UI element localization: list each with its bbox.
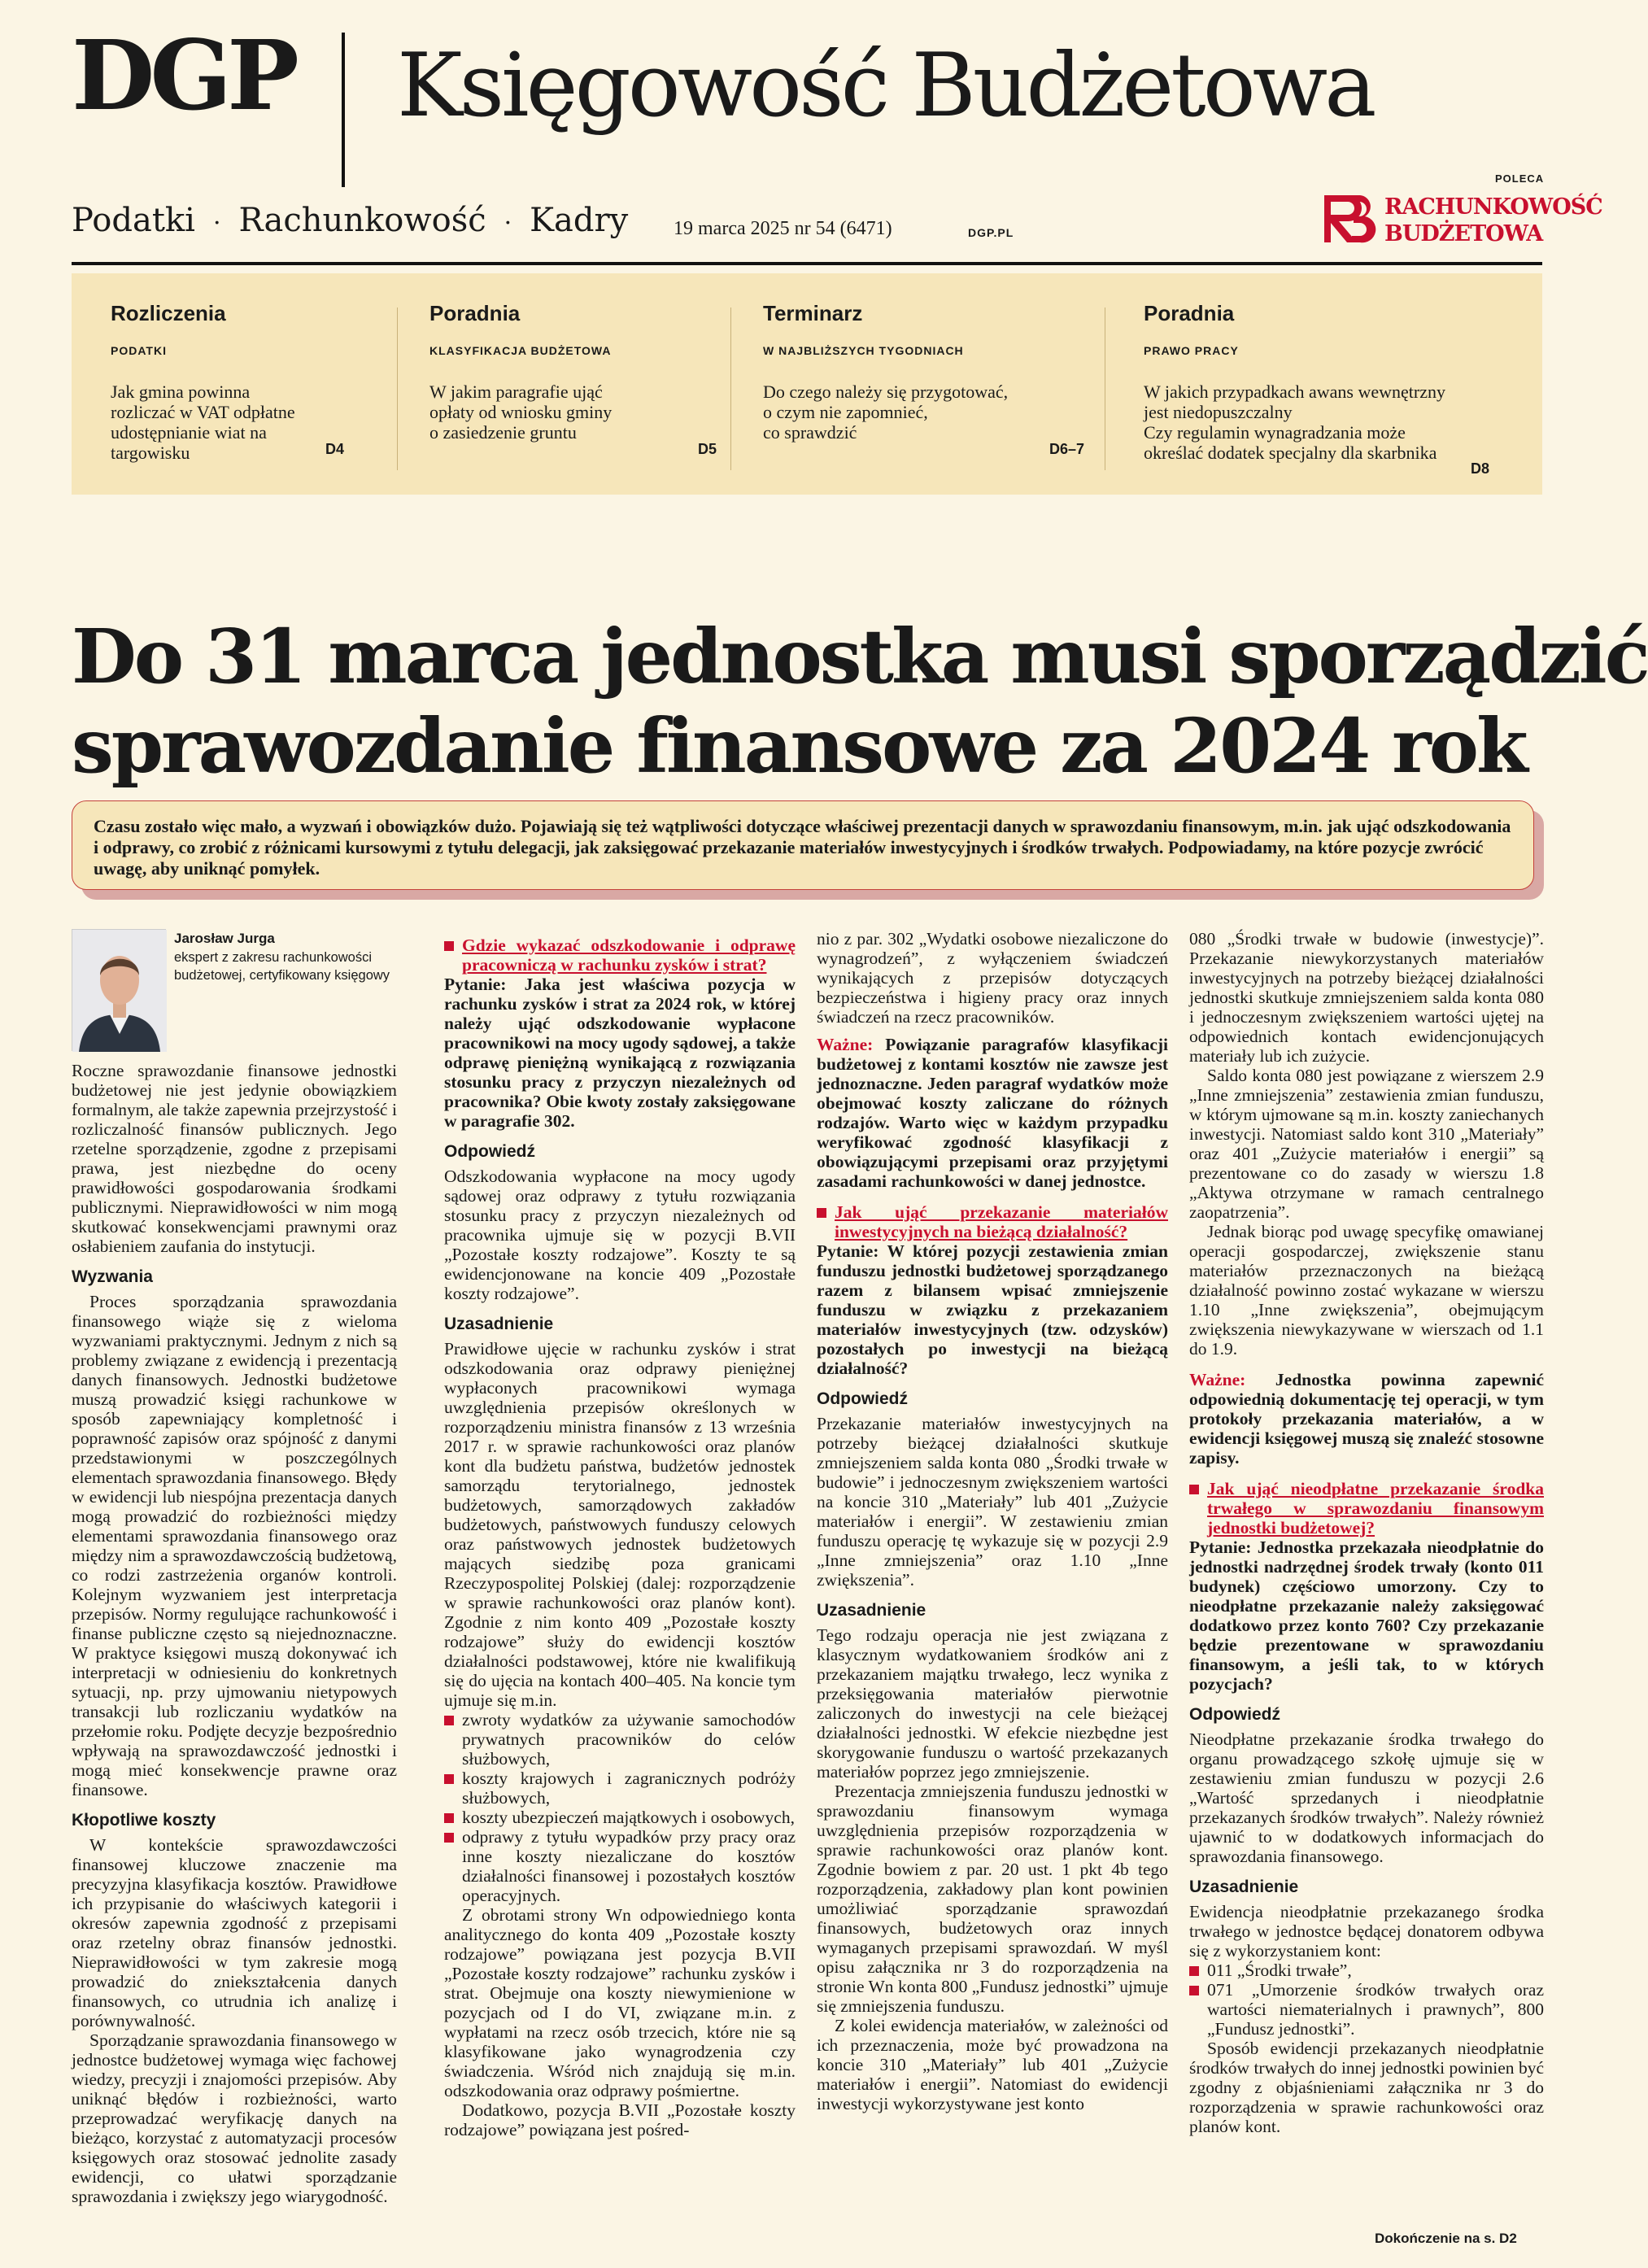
paragraph: nio z par. 302 „Wydatki osobowe niezaliczone do wynagrodzeń”, z wyłączeniem świadczeń wynikających z przepisów dotyczących bezpieczeństwa i higieny pracy oraz innych świadczeń na rzecz pracowników. (817, 929, 1168, 1027)
subheading: Uzasadnienie (817, 1601, 926, 1620)
paragraph: Z obrotami strony Wn odpowiedniego konta analitycznego do konta 409 „Pozostałe koszty rodzajowe” powiązana jest pozycja B.VII „Pozostałe koszty rodzajowe” rachunku zysków i strat. Obejmuje ona koszty niewymienione w pozycjach od I do VI, związane m.in. z wypłatami na rzecz osób trzecich, które nie są klasyfikowane jako wynagrodzenia czy świadczenia. Wśród nich znajdują się m.in. odszkodowania oraz odprawy pośmiertne. (444, 1905, 796, 2100)
supplement-title: Księgowość Budżetowa (397, 35, 1374, 137)
teaser-terminarz[interactable]: Terminarz W NAJBLIŻSZYCH TYGODNIACH Do czego należy się przygotować, o czym nie zapomnieć, co sprawdzić D6–7 (763, 301, 1085, 457)
paragraph: Prawidłowe ujęcie w rachunku zysków i strat odszkodowania oraz odprawy pieniężnej wypłaconych pracownikowi wymaga uwzględnienia przepisów określonych w rozporządzeniu ministra finansów z 13 września 2017 r. w sprawie rachunkowości oraz planów kont dla budżetu państwa, budżetów jednostek samorządu terytorialnego, jednostek budżetowych, samorządowych zakładów budżetowych, państwowych funduszy celowych oraz państwowych jednostek budżetowych mających siedzibę poza granicami Rzeczypospolitej Polskiej (dalej: rozporządzenie w sprawie rachunkowości oraz planów kont). Zgodnie z nim konto 409 „Pozostałe koszty rodzajowe” służy do ewidencji kosztów działalności podstawowej, które nie kwalifikują się do ujęcia na kontach 400–405. Na koncie tym ujmuje się m.in. (444, 1339, 796, 1710)
section-kadry[interactable]: Kadry (530, 202, 629, 239)
important-note: Ważne: Jednostka powinna zapewnić odpowiednią dokumentację tej operacji, w tym protokoły przekazania materiałów, a w ewidencji księgowej muszą się znaleźć stosowne zapisy. (1189, 1370, 1545, 1468)
continuation-link[interactable]: Dokończenie na s. D2 (1375, 2231, 1517, 2246)
question-text: Pytanie: Jaka jest właściwa pozycja w rachunku zysków i strat za 2024 rok, w której należy ująć odszkodowanie wypłacone pracownikowi na mocy ugody sądowej, a także odprawę pieniężną wynikającą z rozwiązania stosunku pracy z przyczyn niezależnych od pracownika? Obie kwoty zostały zaksięgowane w paragrafie 302. (444, 975, 796, 1131)
page-ref: D6–7 (1049, 441, 1085, 457)
site-link[interactable]: DGP.PL (968, 226, 1014, 239)
paragraph: Z kolei ewidencja materiałów, w zależności od ich przeznaczenia, może być prowadzona na koncie 310 „Materiały” lub 401 „Zużycie materiałów i energii”. Natomiast do ewidencji inwestycji wykorzystywane jest konto (817, 2016, 1168, 2113)
paragraph: Ewidencja nieodpłatnie przekazanego środka trwałego w jednostce będącej donatorem odbywa się z wykorzystaniem kont: (1189, 1902, 1544, 1961)
teaser-divider (397, 307, 398, 470)
paragraph: Proces sporządzania sprawozdania finansowego wiąże się z wieloma wyzwaniami praktycznymi. Jednym z nich są problemy związane z ewidencją i prezentacją danych finansowych. Jednostki budżetowe muszą prowadzić księgi rachunkowe w sposób zapewniający kompletność i poprawność zapisów oraz spójność z danymi przedstawionymi w poszczególnych elementach sprawozdania finansowego. Błędy w ewidencji lub niespójna prezentacja danych mogą prowadzić do rozbieżności między elementami sprawozdania finansowego oraz między nim a sprawozdawczością budżetową, co rodzi zastrzeżenia organów kontroli. Kolejnym wyzwaniem jest interpretacja przepisów. Normy regulujące rachunkowość i finanse publiczne często są niejednoznaczne. W praktyce księgowi muszą dokonywać ich interpretacji w odniesieniu do konkretnych sytuacji, np. przy ujmowaniu nietypowych transakcji lub rozliczaniu wydatków na przełomie roku. Podjęte decyzje bezpośrednio wpływają na sprawozdawczość jednostki i mogą mieć konsekwencje prawne oraz finansowe. (72, 1292, 397, 1799)
list-item: zwroty wydatków za używanie samochodów prywatnych pracowników do celów służbowych, (444, 1710, 796, 1769)
bullet-list (444, 1710, 796, 1905)
teaser-rozliczenia[interactable]: Rozliczenia PODATKI Jak gmina powinna rozliczać w VAT odpłatne udostępnianie wiat na targowisku D4 (111, 301, 345, 463)
masthead (72, 19, 1541, 137)
author-portrait-icon (72, 930, 167, 1052)
paragraph: Tego rodzaju operacja nie jest związana z klasycznym wydatkowaniem środków ani z przekazaniem majątku trwałego, lecz wynika z przeksięgowania materiałów pierwotnie zaliczonych do inwestycji na cele bieżącej działalności jednostki. W efekcie niezbędne jest skorygowanie funduszu o wartość przekazanych materiałów poprzez jego zmniejszenie. (817, 1625, 1168, 1782)
author-box (72, 929, 397, 1051)
article-column-1 (72, 929, 397, 2206)
page-ref: D4 (325, 441, 345, 457)
author-photo (72, 929, 166, 1051)
paragraph: Roczne sprawozdanie finansowe jednostki budżetowej nie jest jedynie obowiązkiem formalnym, ale także zapewnia przejrzystość i rozliczalność finansów publicznych. Jego rzetelne sporządzenie, zgodne z przepisami prawa, jest niezbędne do oceny prawidłowości gospodarowania środkami publicznymi. Nieprawidłowości w nim mogą skutkować konsekwencjami prawnymi oraz osłabieniem zaufania do instytucji. (72, 1061, 397, 1256)
separator: · (212, 209, 221, 238)
answer: Nieodpłatne przekazanie środka trwałego do organu prowadzącego szkołę ujmuje się w zestawieniu zmian funduszu w pozycji 2.6 „Wartość sprzedanych i nieodpłatnie przekazanych środków trwałych”. Należy również ujawnić to w dodatkowych informacjach do sprawozdania finansowego. (1189, 1729, 1544, 1866)
separator: · (504, 209, 512, 238)
partner-name: RACHUNKOWOŚĆ BUDŻETOWA (1384, 194, 1602, 246)
paragraph: 080 „Środki trwałe w budowie (inwestycje)”. Przekazanie niewykorzystanych materiałów inwestycyjnych na potrzeby bieżącej działalności jednostki skutkuje zmniejszeniem salda konta 080 i jednoczesnym zwiększeniem wartości ujętej na odpowiednich kontach ewidencjonujących materiały lub ich zużycie. (1189, 929, 1544, 1066)
author-name: Jarosław Jurga (174, 931, 275, 946)
teaser-divider (730, 307, 731, 470)
page-ref: D8 (1471, 460, 1490, 477)
list-item: odprawy z tytułu wypadków przy pracy oraz inne koszty niezaliczane do kosztów działalności finansowej i pozostałych kosztów operacyjnych. (444, 1827, 796, 1905)
paragraph: Prezentacja zmniejszenia funduszu jednostki w sprawozdaniu finansowym wymaga uwzględnienia przepisów rozporządzenia w sprawie rachunkowości oraz planów kont. Zgodnie bowiem z par. 20 ust. 1 pkt 4b tego rozporządzenia, zakładowy plan kont powinien umożliwiać sporządzanie sprawozdań finansowych, budżetowych oraz innych wymaganych przepisami sprawozdań. W myśl opisu załącznika nr 3 do rozporządzenia na stronie Wn konta 800 „Fundusz jednostki” ujmuje się zmniejszenia funduszu. (817, 1782, 1168, 2016)
teaser-strip (72, 273, 1542, 495)
lead-box: Czasu zostało więc mało, a wyzwań i obowiązków dużo. Pojawiają się też wątpliwości dotyczące właściwej prezentacji danych w sprawozdaniu finansowym, m.in. jak ująć odszkodowania i odprawy, co zrobić z różnicami kursowymi z tytułu delegacji, jak zaksięgować przekazanie materiałów inwestycyjnych i środków trwałych. Podpowiadamy, na które pozycje zwrócić uwagę, aby uniknąć pomyłek. (72, 800, 1534, 890)
paragraph: Saldo konta 080 jest powiązane z wierszem 2.9 „Inne zmniejszenia” zestawienia zmian funduszu, w którym ujmowane są m.in. koszty zaniechanych inwestycji. Natomiast saldo kont 310 „Materiały” oraz 401 „Zużycie materiałów i energii” są prezentowane co do zasady w wierszu 1.8 „Aktywa otrzymane w ramach centralnego zaopatrzenia”. (1189, 1066, 1544, 1222)
partner-logo[interactable] (1324, 192, 1602, 249)
question-text: Pytanie: Jednostka przekazała nieodpłatnie do jednostki nadrzędnej środek trwały (konto 011 budynek) częściowo umorzony. Czy to nieodpłatne przekazanie należy zaksięgować dodatkowo przez konto 760? Czy przekazanie będzie prezentowane w sprawozdaniu finansowym, a jeśli tak, to w których pozycjach? (1189, 1537, 1544, 1694)
answer: Przekazanie materiałów inwestycyjnych na potrzeby bieżącej działalności skutkuje zmniejszeniem salda konta 080 „Środki trwałe w budowie” i jednoczesnym zwiększeniem wartości na koncie 310 „Materiały” lub 401 „Zużycie materiałów i energii”. W zestawieniu zmian funduszu operację tę wykazuje się w pozycji 2.9 „Inne zmniejszenia” oraz 1.10 „Inne zwiększenia”. (817, 1414, 1168, 1590)
main-headline: Do 31 marca jednostka musi sporządzić sprawozdanie finansowe za 2024 rok (72, 612, 1648, 790)
masthead-divider (342, 33, 345, 187)
answer: Odszkodowania wypłacone na mocy ugody sądowej oraz odprawy z tytułu rozwiązania stosunku pracy z przyczyn niezależnych od pracownika ujmuje się w pozycji B.VII „Pozostałe koszty rodzajowe”. Koszty te są ewidencjonowane na koncie 409 „Pozostałe koszty rodzajowe”. (444, 1167, 796, 1303)
article-column-2 (444, 929, 796, 2139)
article-column-4 (1189, 929, 1544, 2136)
teaser-poradnia-prawo-pracy[interactable]: Poradnia PRAWO PRACY W jakich przypadkach awans wewnętrzny jest niedopuszczalny Czy regulamin wynagradzania może określać dodatek specjalny dla skarbnika D8 (1144, 301, 1490, 477)
subheading: Uzasadnienie (1189, 1878, 1299, 1896)
section-nav (72, 202, 628, 239)
dgp-logo[interactable]: DGP (72, 19, 294, 132)
list-item: koszty krajowych i zagranicznych podróży służbowych, (444, 1769, 796, 1808)
teaser-poradnia-klasyfikacja[interactable]: Poradnia KLASYFIKACJA BUDŻETOWA W jakim paragrafie ująć opłaty od wniosku gminy o zasiedzenie gruntu D5 (429, 301, 717, 457)
masthead-rule (72, 262, 1542, 265)
subheading: Odpowiedź (444, 1142, 535, 1161)
question-heading: Jak ująć przekazanie materiałów inwestycyjnych na bieżącą działalność? (817, 1202, 1168, 1241)
subheading: Uzasadnienie (444, 1315, 554, 1333)
question-heading: Jak ująć nieodpłatne przekazanie środka trwałego w sprawozdaniu finansowym jednostki budżetowej? (1189, 1479, 1544, 1537)
important-note: Ważne: Powiązanie paragrafów klasyfikacji budżetowej z kontami kosztów nie zawsze jest jednoznaczne. Jeden paragraf wydatków może obejmować koszty zaliczane do różnych rodzajów. Warto więc w każdym przypadku weryfikować zgodność klasyfikacji z obowiązującymi przepisami oraz przyjętymi zasadami rachunkowości w danej jednostce. (817, 1035, 1168, 1191)
list-item: 071 „Umorzenie środków trwałych oraz wartości niematerialnych i prawnych”, 800 „Fundusz jednostki”. (1189, 1980, 1544, 2039)
bullet-list (1189, 1961, 1544, 2039)
paragraph: Sposób ewidencji przekazanych nieodpłatnie środków trwałych do innej jednostki powinien być zgodny z objaśnieniami załącznika nr 3 do rozporządzenia w sprawie rachunkowości oraz planów kont. (1189, 2039, 1544, 2136)
rb-logo-icon (1324, 192, 1371, 246)
issue-date: 19 marca 2025 nr 54 (6471) (674, 218, 892, 239)
paragraph: W kontekście sprawozdawczości finansowej kluczowe znaczenie ma precyzyjna klasyfikacja kosztów. Prawidłowe ich przypisanie do właściwych kategorii i okresów zapewnia zgodność z przepisami oraz rzetelny obraz finansów jednostki. Nieprawidłowości w tym zakresie mogą prowadzić do zniekształcenia danych finansowych, co utrudnia ich analizę i porównywalność. (72, 1835, 397, 2030)
paragraph: Dodatkowo, pozycja B.VII „Pozostałe koszty rodzajowe” powiązana jest pośred- (444, 2100, 796, 2139)
subheading: Odpowiedź (1189, 1705, 1280, 1724)
paragraph: Sporządzanie sprawozdania finansowego w jednostce budżetowej wymaga więc fachowej wiedzy, precyzji i znajomości przepisów. Aby uniknąć błędów i rozbieżności, warto przeprowadzać weryfikację danych na bieżąco, korzystać z automatyzacji procesów księgowych oraz stosować jednolite zasady ewidencji, co ułatwi sporządzanie sprawozdania i zwiększy jego wiarygodność. (72, 2030, 397, 2206)
section-podatki[interactable]: Podatki (72, 202, 195, 239)
article-column-3 (817, 929, 1168, 2113)
page-ref: D5 (698, 441, 717, 457)
question-heading: Gdzie wykazać odszkodowanie i odprawę pracowniczą w rachunku zysków i strat? (444, 936, 796, 975)
subheading: Wyzwania (72, 1267, 153, 1286)
list-item: 011 „Środki trwałe”, (1189, 1961, 1544, 1980)
author-role: ekspert z zakresu rachunkowości budżetowej, certyfikowany księgowy (174, 950, 390, 983)
subheading: Kłopotliwe koszty (72, 1811, 216, 1830)
recommend-label: POLECA (1495, 172, 1545, 185)
paragraph: Jednak biorąc pod uwagę specyfikę omawianej operacji gospodarczej, zwiększenie stanu materiałów przeznaczonych na bieżącą działalność powinno zostać wykazane w wierszu 1.10 „Inne zwiększenia”, obejmującym zwiększenia niewykazywane w wierszach od 1.1 do 1.9. (1189, 1222, 1544, 1359)
section-rachunkowosc[interactable]: Rachunkowość (238, 202, 486, 239)
subheading: Odpowiedź (817, 1389, 908, 1408)
question-text: Pytanie: W której pozycji zestawienia zmian funduszu jednostki budżetowej sporządzanego razem z bilansem wpisać zmniejszenie funduszu w związku z przekazaniem materiałów inwestycyjnych (tzw. odzysków) pozostałych po inwestycji na bieżącą działalność? (817, 1241, 1168, 1378)
list-item: koszty ubezpieczeń majątkowych i osobowych, (444, 1808, 796, 1827)
